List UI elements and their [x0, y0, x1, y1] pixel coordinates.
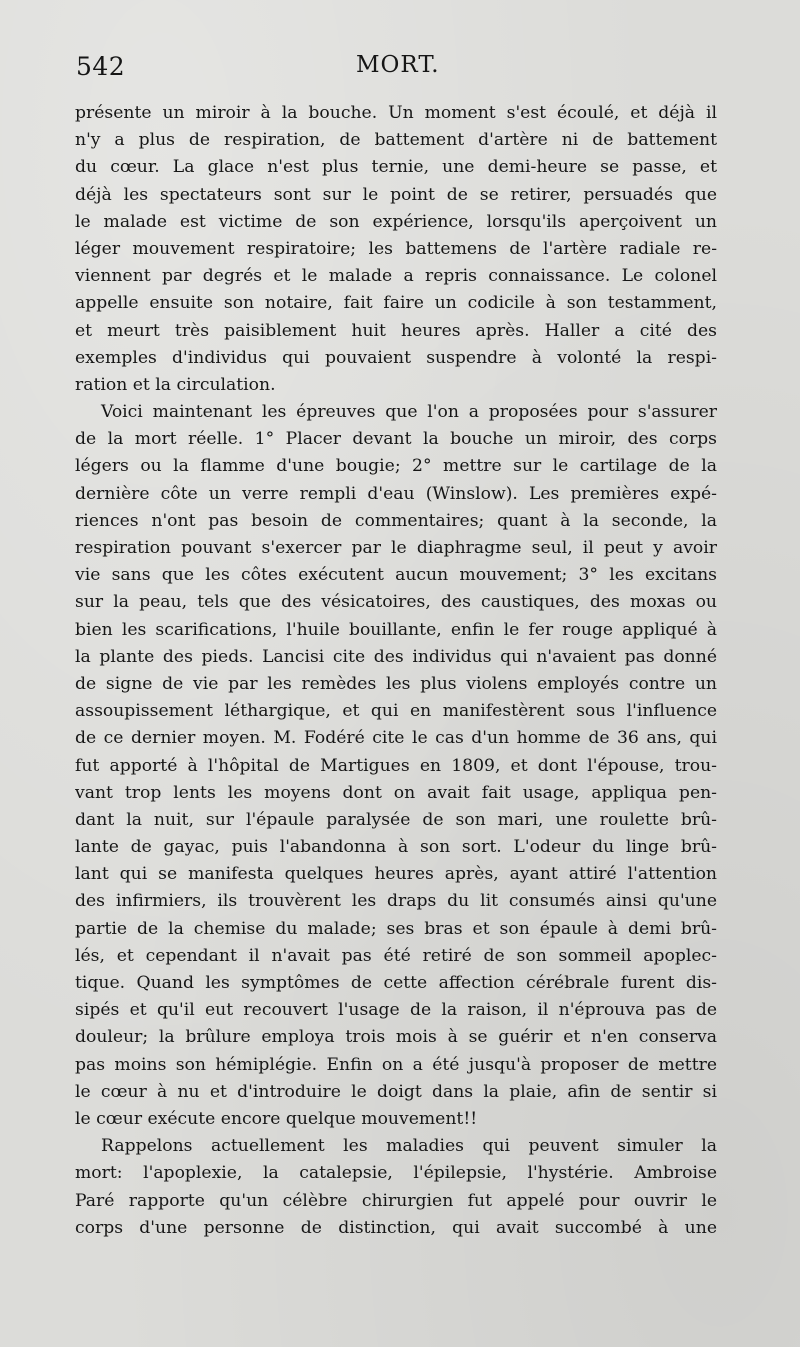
text-line: Paré rapporte qu'un célèbre chirurgien fut appelé pour ouvrir le: [75, 1190, 717, 1211]
text-line: lante de gayac, puis l'abandonna à son sort. L'odeur du linge brû-: [75, 837, 717, 858]
running-title: MORT.: [356, 52, 440, 78]
text-line: des infirmiers, ils trouvèrent les draps du lit consumés ainsi qu'une: [75, 891, 717, 912]
text-line: vie sans que les côtes exécutent aucun mouvement; 3° les excitans: [75, 565, 717, 586]
paragraph-start-line: Rappelons actuellement les maladies qui peuvent simuler la: [101, 1136, 717, 1157]
paragraph-end-line: le cœur exécute encore quelque mouvement!!: [75, 1108, 478, 1129]
paragraph-end-line: ration et la circulation.: [75, 374, 276, 395]
text-line: pas moins son hémiplégie. Enfin on a été jusqu'à proposer de mettre: [75, 1054, 717, 1075]
paragraph-start-line: Voici maintenant les épreuves que l'on a proposées pour s'assurer: [101, 402, 717, 423]
text-line: vant trop lents les moyens dont on avait fait usage, appliqua pen-: [75, 782, 717, 803]
text-line: corps d'une personne de distinction, qui avait succombé à une: [75, 1217, 717, 1238]
page-number: 542: [76, 52, 126, 81]
text-line: douleur; la brûlure employa trois mois à se guérir et n'en conserva: [75, 1027, 717, 1048]
text-line: sur la peau, tels que des vésicatoires, des caustiques, des moxas ou: [75, 592, 717, 613]
text-line: déjà les spectateurs sont sur le point de se retirer, persuadés que: [75, 184, 717, 205]
text-line: appelle ensuite son notaire, fait faire un codicile à son testamment,: [75, 293, 717, 314]
text-line: légers ou la flamme d'une bougie; 2° mettre sur le cartilage de la: [75, 456, 717, 477]
running-head: [76, 52, 726, 88]
text-line: du cœur. La glace n'est plus ternie, une demi-heure se passe, et: [75, 157, 717, 178]
text-line: dant la nuit, sur l'épaule paralysée de son mari, une roulette brû-: [75, 809, 717, 830]
text-line: partie de la chemise du malade; ses bras et son épaule à demi brû-: [75, 918, 717, 939]
text-line: fut apporté à l'hôpital de Martigues en 1809, et dont l'épouse, trou-: [75, 755, 717, 776]
text-line: la plante des pieds. Lancisi cite des individus qui n'avaient pas donné: [75, 646, 717, 667]
text-line: de signe de vie par les remèdes les plus violens employés contre un: [75, 673, 717, 694]
text-line: riences n'ont pas besoin de commentaires; quant à la seconde, la: [75, 510, 717, 531]
body-text: [75, 100, 717, 1242]
text-line: exemples d'individus qui pouvaient suspendre à volonté la respi-: [75, 347, 717, 368]
text-line: léger mouvement respiratoire; les battemens de l'artère radiale re-: [75, 238, 717, 259]
text-line: le cœur à nu et d'introduire le doigt dans la plaie, afin de sentir si: [75, 1081, 717, 1102]
text-line: le malade est victime de son expérience, lorsqu'ils aperçoivent un: [75, 211, 717, 232]
text-line: assoupissement léthargique, et qui en manifestèrent sous l'influence: [75, 701, 717, 722]
text-line: bien les scarifications, l'huile bouillante, enfin le fer rouge appliqué à: [75, 619, 717, 640]
text-line: tique. Quand les symptômes de cette affection cérébrale furent dis-: [75, 973, 717, 993]
text-line: dernière côte un verre rempli d'eau (Winslow). Les premières expé-: [75, 483, 717, 504]
text-line: présente un miroir à la bouche. Un moment s'est écoulé, et déjà il: [75, 103, 717, 123]
text-line: lant qui se manifesta quelques heures après, ayant attiré l'attention: [75, 864, 717, 885]
text-line: sipés et qu'il eut recouvert l'usage de la raison, il n'éprouva pas de: [75, 1000, 717, 1021]
text-line: viennent par degrés et le malade a repris connaissance. Le colonel: [75, 266, 717, 287]
text-line: mort: l'apoplexie, la catalepsie, l'épilepsie, l'hystérie. Ambroise: [75, 1163, 717, 1184]
text-line: respiration pouvant s'exercer par le diaphragme seul, il peut y avoir: [75, 538, 717, 558]
text-line: lés, et cependant il n'avait pas été retiré de son sommeil apoplec-: [75, 945, 717, 966]
text-line: de la mort réelle. 1° Placer devant la bouche un miroir, des corps: [75, 429, 717, 450]
text-line: et meurt très paisiblement huit heures après. Haller a cité des: [75, 320, 717, 341]
text-line: n'y a plus de respiration, de battement d'artère ni de battement: [75, 130, 717, 151]
text-line: de ce dernier moyen. M. Fodéré cite le cas d'un homme de 36 ans, qui: [75, 728, 717, 749]
